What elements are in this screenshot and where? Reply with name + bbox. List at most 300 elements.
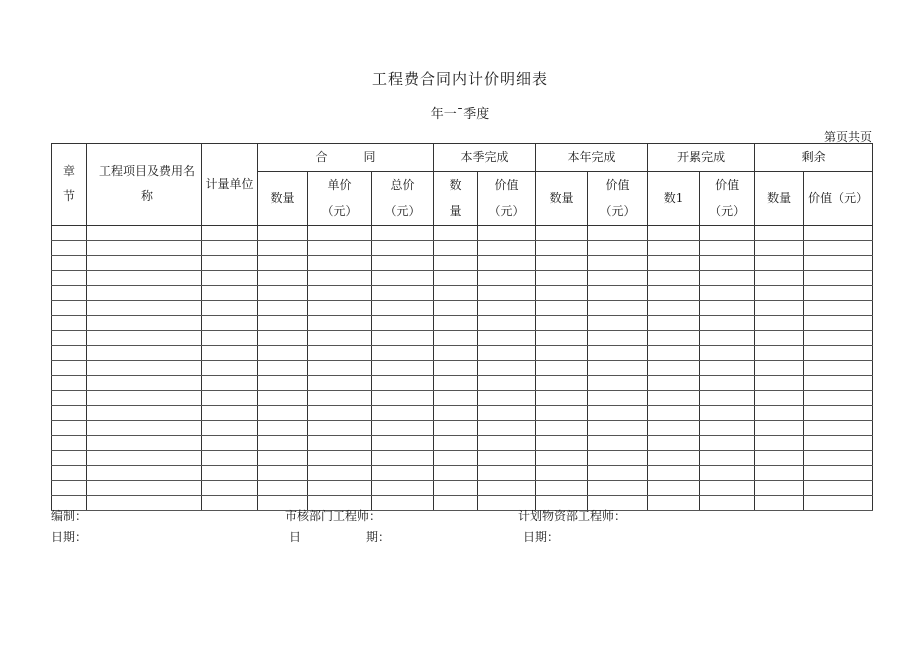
- table-cell: [258, 435, 308, 450]
- table-cell: [258, 345, 308, 360]
- table-cell: [755, 270, 804, 285]
- table-cell: [372, 300, 434, 315]
- table-cell: [478, 450, 536, 465]
- table-cell: [648, 375, 700, 390]
- table-cell: [202, 420, 258, 435]
- table-row: [52, 330, 873, 345]
- table-cell: [700, 465, 755, 480]
- header-contract-qty: 数量: [258, 172, 308, 226]
- table-cell: [755, 300, 804, 315]
- table-cell: [202, 495, 258, 510]
- table-cell: [202, 405, 258, 420]
- table-cell: [202, 465, 258, 480]
- table-cell: [308, 330, 372, 345]
- table-row: [52, 495, 873, 510]
- table-cell: [202, 435, 258, 450]
- table-cell: [258, 375, 308, 390]
- header-year-value: 价值 （元）: [588, 172, 648, 226]
- table-cell: [478, 255, 536, 270]
- table-cell: [202, 300, 258, 315]
- table-cell: [648, 435, 700, 450]
- table-cell: [478, 345, 536, 360]
- table-cell: [372, 225, 434, 240]
- table-cell: [202, 255, 258, 270]
- table-cell: [478, 285, 536, 300]
- table-cell: [648, 480, 700, 495]
- table-cell: [755, 375, 804, 390]
- table-cell: [588, 300, 648, 315]
- table-cell: [648, 330, 700, 345]
- table-cell: [804, 390, 873, 405]
- table-cell: [52, 375, 87, 390]
- header-cum-value: 价值 （元）: [700, 172, 755, 226]
- table-cell: [700, 330, 755, 345]
- document-title: 工程费合同内计价明细表: [371, 70, 548, 88]
- table-cell: [648, 315, 700, 330]
- table-cell: [700, 315, 755, 330]
- table-cell: [588, 375, 648, 390]
- table-cell: [755, 360, 804, 375]
- table-cell: [87, 285, 202, 300]
- header-year-qty: 数量: [536, 172, 588, 226]
- table-cell: [648, 360, 700, 375]
- table-cell: [648, 465, 700, 480]
- detail-table: [51, 143, 873, 511]
- table-cell: [478, 315, 536, 330]
- planner-label: 计划物资部工程师：: [518, 509, 627, 523]
- table-cell: [648, 495, 700, 510]
- table-cell: [258, 285, 308, 300]
- table-cell: [536, 390, 588, 405]
- table-cell: [536, 300, 588, 315]
- table-cell: [258, 300, 308, 315]
- table-cell: [87, 420, 202, 435]
- header-remaining: 剩余: [755, 144, 873, 172]
- table-cell: [202, 330, 258, 345]
- table-cell: [804, 330, 873, 345]
- table-cell: [52, 240, 87, 255]
- table-cell: [536, 270, 588, 285]
- table-cell: [478, 390, 536, 405]
- table-cell: [258, 240, 308, 255]
- header-chapter: 章 节: [52, 144, 87, 226]
- table-cell: [202, 285, 258, 300]
- table-cell: [258, 255, 308, 270]
- table-cell: [755, 420, 804, 435]
- table-cell: [478, 480, 536, 495]
- table-cell: [434, 240, 478, 255]
- table-row: [52, 255, 873, 270]
- table-cell: [52, 450, 87, 465]
- table-row: [52, 375, 873, 390]
- table-cell: [202, 345, 258, 360]
- table-row: [52, 300, 873, 315]
- table-cell: [804, 255, 873, 270]
- table-cell: [87, 495, 202, 510]
- table-cell: [308, 240, 372, 255]
- table-cell: [536, 375, 588, 390]
- table-cell: [700, 420, 755, 435]
- table-cell: [755, 330, 804, 345]
- table-cell: [588, 345, 648, 360]
- table-cell: [372, 450, 434, 465]
- table-cell: [202, 315, 258, 330]
- table-row: [52, 420, 873, 435]
- table-cell: [700, 225, 755, 240]
- table-cell: [308, 420, 372, 435]
- table-cell: [588, 270, 648, 285]
- table-cell: [308, 390, 372, 405]
- table-row: [52, 390, 873, 405]
- table-cell: [434, 315, 478, 330]
- date-label-3: 日期：: [523, 530, 560, 544]
- header-year: 本年完成: [536, 144, 648, 172]
- table-cell: [52, 435, 87, 450]
- table-cell: [804, 405, 873, 420]
- table-cell: [755, 225, 804, 240]
- table-cell: [648, 420, 700, 435]
- table-cell: [588, 465, 648, 480]
- table-cell: [648, 390, 700, 405]
- table-cell: [755, 315, 804, 330]
- table-cell: [588, 435, 648, 450]
- table-cell: [87, 270, 202, 285]
- table-row: [52, 435, 873, 450]
- table-cell: [536, 330, 588, 345]
- table-cell: [755, 405, 804, 420]
- table-body: [52, 225, 873, 510]
- table-cell: [372, 465, 434, 480]
- table-cell: [372, 480, 434, 495]
- table-cell: [308, 405, 372, 420]
- table-cell: [588, 360, 648, 375]
- table-cell: [478, 360, 536, 375]
- table-cell: [87, 375, 202, 390]
- table-cell: [87, 345, 202, 360]
- table-cell: [536, 420, 588, 435]
- table-cell: [52, 360, 87, 375]
- table-cell: [52, 480, 87, 495]
- table-cell: [87, 360, 202, 375]
- table-cell: [804, 495, 873, 510]
- table-cell: [202, 225, 258, 240]
- table-cell: [434, 285, 478, 300]
- table-cell: [308, 465, 372, 480]
- table-cell: [804, 300, 873, 315]
- table-cell: [52, 225, 87, 240]
- table-cell: [478, 240, 536, 255]
- table-cell: [804, 420, 873, 435]
- table-cell: [372, 285, 434, 300]
- table-cell: [700, 240, 755, 255]
- table-cell: [755, 255, 804, 270]
- header-quarter: 本季完成: [434, 144, 536, 172]
- table-cell: [700, 375, 755, 390]
- table-cell: [648, 270, 700, 285]
- table-cell: [700, 300, 755, 315]
- reviewer-label: 市核部门工程师：: [285, 509, 382, 523]
- table-cell: [434, 480, 478, 495]
- table-cell: [755, 240, 804, 255]
- table-cell: [755, 345, 804, 360]
- table-cell: [87, 465, 202, 480]
- table-cell: [258, 450, 308, 465]
- table-cell: [648, 345, 700, 360]
- table-cell: [536, 360, 588, 375]
- table-cell: [434, 420, 478, 435]
- table-cell: [648, 255, 700, 270]
- table-cell: [52, 330, 87, 345]
- table-cell: [202, 390, 258, 405]
- table-cell: [87, 390, 202, 405]
- period-subtitle: 年一ˉ季度: [430, 107, 490, 122]
- table-cell: [308, 300, 372, 315]
- table-cell: [478, 330, 536, 345]
- header-cumulative: 开累完成: [648, 144, 755, 172]
- table-cell: [478, 465, 536, 480]
- table-row: [52, 405, 873, 420]
- table-row: [52, 270, 873, 285]
- header-contract: 合 同: [258, 144, 434, 172]
- table-cell: [52, 255, 87, 270]
- table-cell: [478, 405, 536, 420]
- table-row: [52, 240, 873, 255]
- header-unit: 计量单位: [202, 144, 258, 226]
- table-cell: [308, 360, 372, 375]
- table-cell: [87, 225, 202, 240]
- header-item-name: 工程项目及费用名 称: [87, 144, 202, 226]
- table-cell: [87, 330, 202, 345]
- table-cell: [700, 405, 755, 420]
- table-cell: [372, 405, 434, 420]
- table-cell: [478, 375, 536, 390]
- table-cell: [372, 390, 434, 405]
- table-cell: [372, 375, 434, 390]
- table-cell: [536, 315, 588, 330]
- table-cell: [434, 465, 478, 480]
- table-cell: [308, 225, 372, 240]
- table-cell: [308, 270, 372, 285]
- table-cell: [52, 345, 87, 360]
- table-cell: [258, 270, 308, 285]
- table-cell: [372, 345, 434, 360]
- table-cell: [258, 360, 308, 375]
- table-cell: [700, 450, 755, 465]
- table-cell: [372, 255, 434, 270]
- table-cell: [372, 435, 434, 450]
- table-row: [52, 450, 873, 465]
- compiler-label: 编制：: [51, 509, 88, 523]
- table-cell: [372, 240, 434, 255]
- table-cell: [700, 285, 755, 300]
- table-cell: [648, 225, 700, 240]
- table-cell: [536, 450, 588, 465]
- header-rem-qty: 数量: [755, 172, 804, 226]
- table-cell: [308, 285, 372, 300]
- table-cell: [700, 255, 755, 270]
- table-cell: [87, 480, 202, 495]
- header-rem-value: 价值（元）: [804, 172, 873, 226]
- table-cell: [648, 240, 700, 255]
- table-cell: [588, 450, 648, 465]
- table-cell: [588, 225, 648, 240]
- header-row-1: [52, 144, 873, 172]
- table-cell: [434, 345, 478, 360]
- table-cell: [52, 420, 87, 435]
- table-cell: [536, 255, 588, 270]
- table-cell: [536, 285, 588, 300]
- table-cell: [202, 375, 258, 390]
- table-cell: [755, 480, 804, 495]
- table-cell: [434, 405, 478, 420]
- header-quarter-value: 价值 （元）: [478, 172, 536, 226]
- table-cell: [258, 420, 308, 435]
- table-cell: [87, 315, 202, 330]
- table-cell: [804, 480, 873, 495]
- table-cell: [755, 465, 804, 480]
- table-cell: [804, 345, 873, 360]
- table-cell: [258, 465, 308, 480]
- table-cell: [372, 420, 434, 435]
- table-cell: [804, 225, 873, 240]
- table-cell: [588, 405, 648, 420]
- table-cell: [648, 405, 700, 420]
- table-cell: [52, 465, 87, 480]
- table-cell: [308, 435, 372, 450]
- table-cell: [52, 405, 87, 420]
- table-cell: [434, 300, 478, 315]
- table-cell: [804, 465, 873, 480]
- table-cell: [202, 480, 258, 495]
- table-cell: [87, 300, 202, 315]
- table-cell: [308, 450, 372, 465]
- table-cell: [308, 345, 372, 360]
- table-cell: [258, 225, 308, 240]
- table-cell: [478, 270, 536, 285]
- date-label-1: 日期：: [51, 530, 88, 544]
- table-cell: [87, 435, 202, 450]
- table-cell: [372, 360, 434, 375]
- table-cell: [434, 330, 478, 345]
- table-cell: [536, 345, 588, 360]
- table-cell: [478, 225, 536, 240]
- table-cell: [52, 270, 87, 285]
- header-cum-qty: 数1: [648, 172, 700, 226]
- table-cell: [434, 495, 478, 510]
- page-info: 第页共页: [823, 130, 872, 144]
- header-contract-total: 总价 （元）: [372, 172, 434, 226]
- header-contract-price: 单价 （元）: [308, 172, 372, 226]
- table-cell: [588, 285, 648, 300]
- table-cell: [258, 480, 308, 495]
- table-cell: [804, 360, 873, 375]
- table-cell: [588, 240, 648, 255]
- table-cell: [478, 420, 536, 435]
- table-cell: [804, 315, 873, 330]
- table-cell: [202, 450, 258, 465]
- table-cell: [804, 375, 873, 390]
- table-cell: [536, 240, 588, 255]
- table-cell: [648, 450, 700, 465]
- table-cell: [434, 450, 478, 465]
- table-cell: [536, 480, 588, 495]
- table-cell: [308, 480, 372, 495]
- table-cell: [700, 345, 755, 360]
- table-cell: [52, 285, 87, 300]
- table-cell: [755, 390, 804, 405]
- table-cell: [700, 495, 755, 510]
- date-label-2a: 日: [289, 530, 302, 544]
- table-cell: [536, 435, 588, 450]
- table-row: [52, 315, 873, 330]
- table-cell: [434, 435, 478, 450]
- table-cell: [52, 300, 87, 315]
- table-cell: [87, 405, 202, 420]
- table-cell: [87, 450, 202, 465]
- table-cell: [536, 405, 588, 420]
- table-cell: [648, 300, 700, 315]
- table-cell: [755, 285, 804, 300]
- table-cell: [434, 390, 478, 405]
- table-cell: [804, 240, 873, 255]
- table-cell: [434, 360, 478, 375]
- table-cell: [87, 240, 202, 255]
- table-cell: [700, 360, 755, 375]
- table-cell: [258, 390, 308, 405]
- table-cell: [52, 390, 87, 405]
- table-row: [52, 225, 873, 240]
- table-cell: [700, 270, 755, 285]
- table-cell: [372, 330, 434, 345]
- table-cell: [308, 375, 372, 390]
- table-cell: [478, 300, 536, 315]
- table-row: [52, 360, 873, 375]
- table-cell: [372, 270, 434, 285]
- table-cell: [804, 285, 873, 300]
- date-label-2b: 期：: [366, 530, 391, 544]
- table-cell: [202, 240, 258, 255]
- table-cell: [804, 270, 873, 285]
- table-cell: [87, 255, 202, 270]
- table-cell: [202, 360, 258, 375]
- table-cell: [202, 270, 258, 285]
- table-cell: [478, 435, 536, 450]
- table-cell: [588, 480, 648, 495]
- table-cell: [804, 450, 873, 465]
- table-row: [52, 345, 873, 360]
- table-cell: [536, 465, 588, 480]
- table-cell: [700, 435, 755, 450]
- table-cell: [588, 330, 648, 345]
- table-cell: [308, 315, 372, 330]
- table-cell: [755, 435, 804, 450]
- table-cell: [258, 330, 308, 345]
- table-cell: [308, 255, 372, 270]
- table-cell: [804, 435, 873, 450]
- table-cell: [588, 255, 648, 270]
- table-cell: [755, 495, 804, 510]
- table-cell: [258, 405, 308, 420]
- table-cell: [700, 390, 755, 405]
- table-cell: [648, 285, 700, 300]
- table-cell: [755, 450, 804, 465]
- table-cell: [434, 375, 478, 390]
- table-cell: [434, 225, 478, 240]
- table-row: [52, 480, 873, 495]
- table-cell: [588, 315, 648, 330]
- header-quarter-qty: 数 量: [434, 172, 478, 226]
- table-cell: [372, 315, 434, 330]
